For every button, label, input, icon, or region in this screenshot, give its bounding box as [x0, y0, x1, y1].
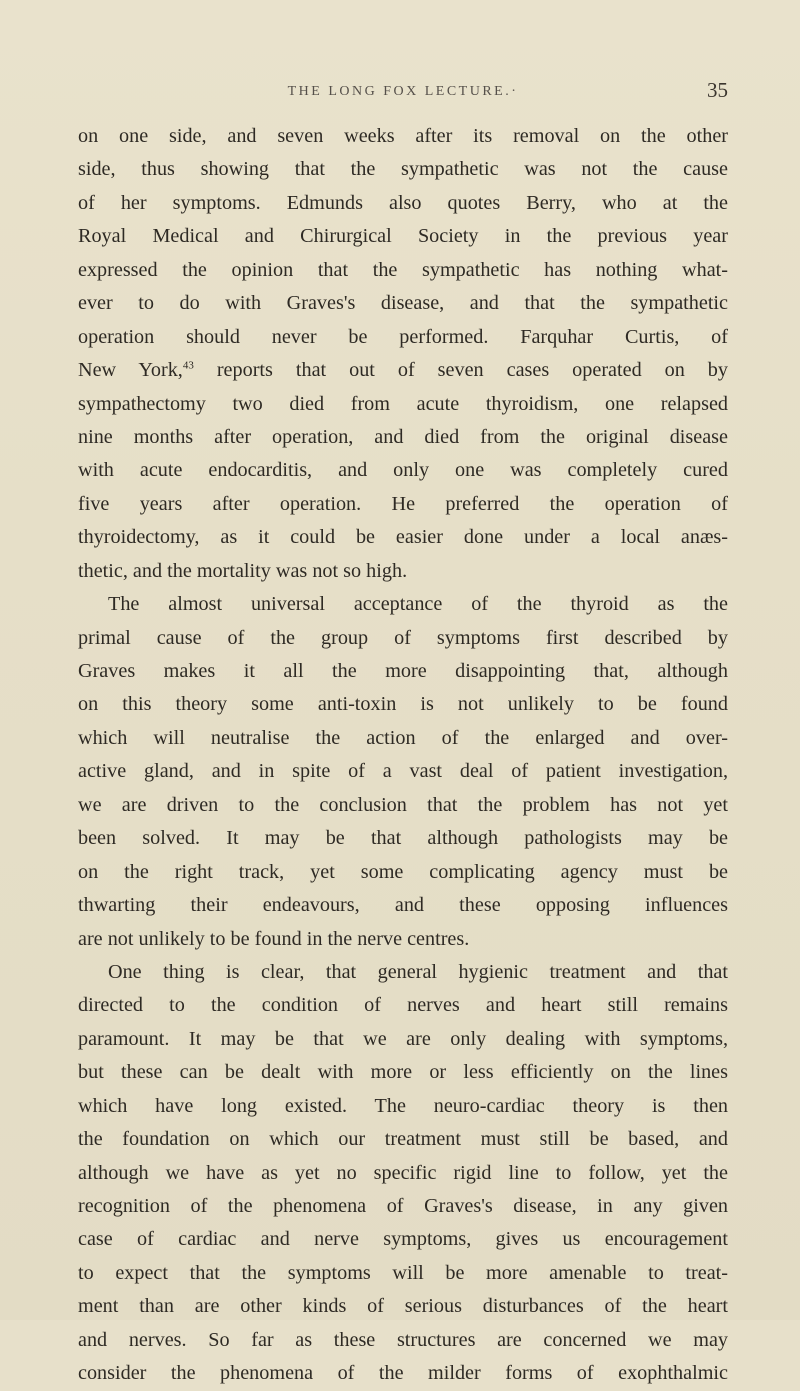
text-line: active gland, and in spite of a vast deal of patient investigation,: [78, 760, 728, 783]
text-line: expressed the opinion that the sympathetic has nothing what-: [78, 258, 728, 281]
text-line: sympathectomy two died from acute thyroidism, one relapsed: [78, 392, 728, 415]
page-number: 35: [707, 78, 728, 102]
text-line: consider the phenomena of the milder forms of exophthalmic: [78, 1362, 728, 1385]
text-line-part: New York,: [78, 359, 183, 382]
footnote-reference: 43: [182, 359, 194, 372]
text-line: although we have as yet no specific rigid line to follow, yet the: [78, 1161, 728, 1184]
text-line: thyroidectomy, as it could be easier done under a local anæs-: [78, 526, 728, 549]
text-line: to expect that the symptoms will be more amenable to treat-: [78, 1261, 728, 1284]
text-line: case of cardiac and nerve symptoms, gives us encouragement: [78, 1228, 728, 1251]
text-line: been solved. It may be that although pathologists may be: [78, 827, 728, 850]
text-line: directed to the condition of nerves and heart still remains: [78, 994, 728, 1017]
text-line: on the right track, yet some complicating agency must be: [78, 860, 728, 883]
text-line-part: reports that out of seven cases operated on by: [193, 359, 728, 382]
text-line: which have long existed. The neuro-cardiac theory is then: [78, 1094, 728, 1117]
text-line: recognition of the phenomena of Graves's disease, in any given: [78, 1195, 728, 1217]
body-text: [78, 120, 728, 1391]
text-line: nine months after operation, and died from the original disease: [78, 425, 728, 448]
text-line: and nerves. So far as these structures are concerned we may: [78, 1328, 728, 1351]
text-line: ever to do with Graves's disease, and that the sympathetic: [78, 292, 728, 315]
running-head: [78, 78, 728, 108]
text-line: thwarting their endeavours, and these opposing influences: [78, 894, 728, 917]
text-line: which will neutralise the action of the enlarged and over-: [78, 726, 728, 749]
text-line: with acute endocarditis, and only one was completely cured: [78, 459, 728, 482]
text-line: [78, 354, 728, 387]
text-line: are not unlikely to be found in the nerve centres.: [78, 927, 470, 950]
text-line: side, thus showing that the sympathetic was not the cause: [78, 158, 728, 181]
text-line: Graves makes it all the more disappointing that, although: [78, 660, 728, 682]
text-line: The almost universal acceptance of the thyroid as the: [108, 593, 728, 616]
text-line: on this theory some anti-toxin is not unlikely to be found: [78, 693, 728, 716]
text-line: but these can be dealt with more or less efficiently on the lines: [78, 1061, 728, 1084]
text-line: ment than are other kinds of serious disturbances of the heart: [78, 1295, 728, 1318]
text-line: paramount. It may be that we are only dealing with symptoms,: [78, 1027, 728, 1050]
text-line: on one side, and seven weeks after its removal on the other: [78, 125, 728, 147]
text-line: primal cause of the group of symptoms first described by: [78, 626, 728, 649]
running-title: THE LONG FOX LECTURE.·: [287, 84, 519, 99]
text-line: operation should never be performed. Farquhar Curtis, of: [78, 325, 728, 348]
text-line: of her symptoms. Edmunds also quotes Berry, who at the: [78, 191, 728, 214]
text-line: One thing is clear, that general hygienic treatment and that: [108, 960, 728, 983]
text-line: thetic, and the mortality was not so high.: [78, 559, 408, 582]
text-line: Royal Medical and Chirurgical Society in the previous year: [78, 225, 728, 248]
text-line: five years after operation. He preferred the operation of: [78, 492, 728, 515]
text-line: we are driven to the conclusion that the problem has not yet: [78, 793, 728, 816]
text-line: the foundation on which our treatment must still be based, and: [78, 1128, 728, 1151]
